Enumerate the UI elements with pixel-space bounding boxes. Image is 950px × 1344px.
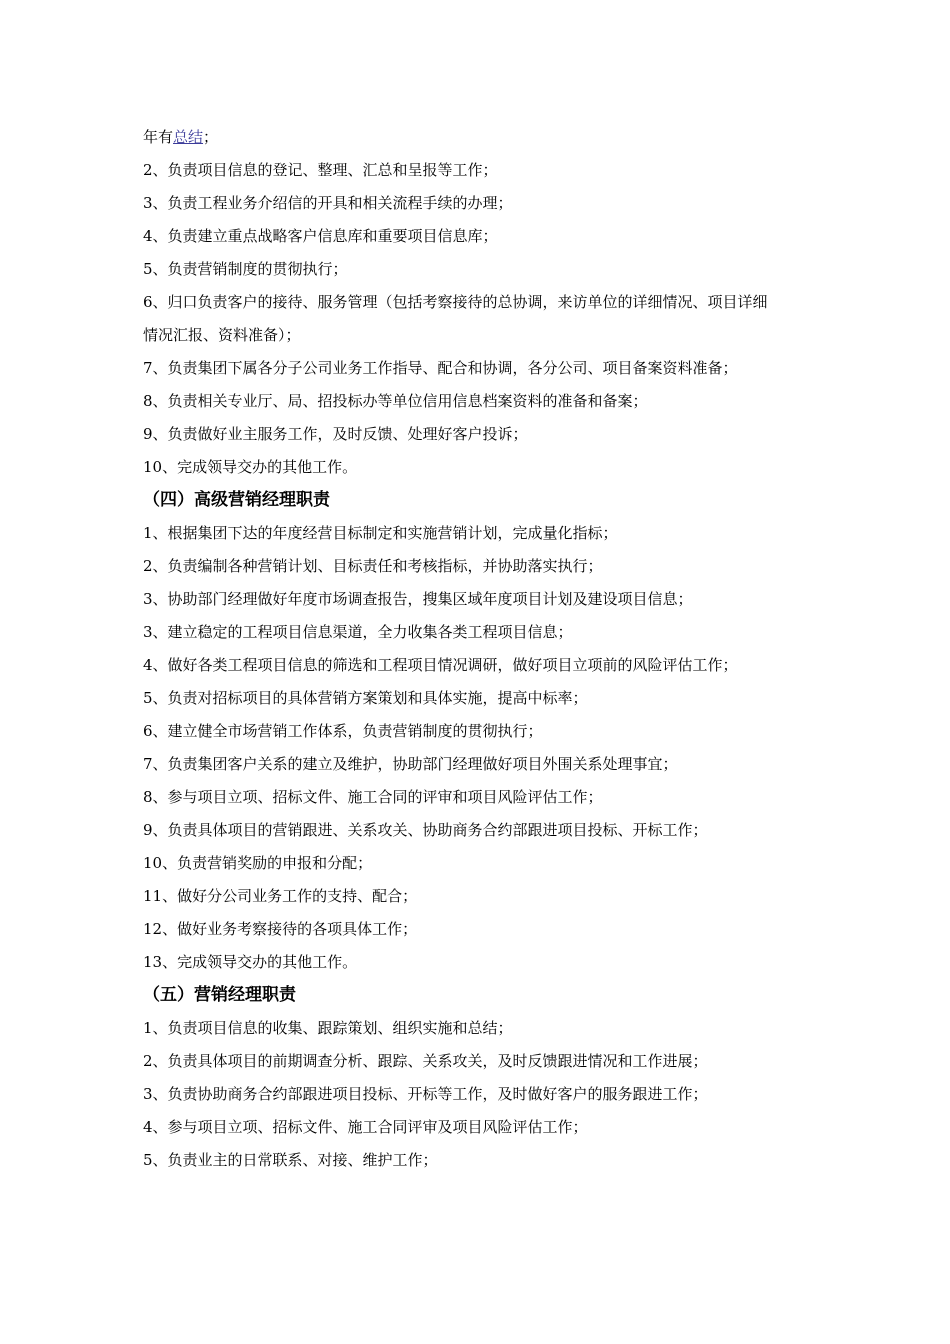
list-item: 2、负责编制各种营销计划、目标责任和考核指标，并协助落实执行；	[143, 557, 603, 575]
list-item: 4、做好各类工程项目信息的筛选和工程项目情况调研，做好项目立项前的风险评估工作；	[143, 656, 738, 674]
list-item: 8、参与项目立项、招标文件、施工合同的评审和项目风险评估工作；	[143, 788, 603, 806]
list-item: 6、建立健全市场营销工作体系，负责营销制度的贯彻执行；	[143, 722, 543, 740]
list-item: 9、负责做好业主服务工作，及时反馈、处理好客户投诉；	[143, 425, 528, 443]
list-item: 5、负责业主的日常联系、对接、维护工作；	[143, 1151, 438, 1169]
list-item: 5、负责营销制度的贯彻执行；	[143, 260, 348, 278]
list-item-continuation: 情况汇报、资料准备）；	[143, 326, 301, 344]
intro-line	[143, 121, 823, 154]
list-item: 12、做好业务考察接待的各项具体工作；	[143, 920, 418, 938]
list-item: 9、负责具体项目的营销跟进、关系攻关、协助商务合约部跟进项目投标、开标工作；	[143, 821, 708, 839]
list-item: 3、负责协助商务合约部跟进项目投标、开标等工作，及时做好客户的服务跟进工作；	[143, 1085, 708, 1103]
list-item: 10、负责营销奖励的申报和分配；	[143, 854, 373, 872]
list-item: 4、参与项目立项、招标文件、施工合同评审及项目风险评估工作；	[143, 1118, 588, 1136]
list-item: 3、协助部门经理做好年度市场调查报告，搜集区域年度项目计划及建设项目信息；	[143, 590, 693, 608]
list-item: 1、根据集团下达的年度经营目标制定和实施营销计划，完成量化指标；	[143, 524, 618, 542]
list-item: 3、负责工程业务介绍信的开具和相关流程手续的办理；	[143, 194, 513, 212]
list-item: 7、负责集团下属各分子公司业务工作指导、配合和协调，各分公司、项目备案资料准备；	[143, 359, 738, 377]
intro-prefix: 年有	[143, 128, 174, 146]
list-item: 2、负责具体项目的前期调查分析、跟踪、关系攻关，及时反馈跟进情况和工作进展；	[143, 1052, 708, 1070]
list-item: 1、负责项目信息的收集、跟踪策划、组织实施和总结；	[143, 1019, 513, 1037]
list-item: 13、完成领导交办的其他工作。	[143, 953, 358, 971]
list-item: 2、负责项目信息的登记、整理、汇总和呈报等工作；	[143, 161, 498, 179]
list-item: 7、负责集团客户关系的建立及维护，协助部门经理做好项目外围关系处理事宜；	[143, 755, 678, 773]
list-item: 3、建立稳定的工程项目信息渠道，全力收集各类工程项目信息；	[143, 623, 573, 641]
list-item: 5、负责对招标项目的具体营销方案策划和具体实施，提高中标率；	[143, 689, 588, 707]
section-heading-senior-marketing-manager: （四）高级营销经理职责	[143, 490, 330, 510]
intro-suffix: ；	[203, 128, 219, 146]
document-body	[143, 121, 823, 1177]
section-heading-marketing-manager: （五）营销经理职责	[143, 985, 296, 1005]
list-item: 11、做好分公司业务工作的支持、配合；	[143, 887, 418, 905]
list-item: 4、负责建立重点战略客户信息库和重要项目信息库；	[143, 227, 498, 245]
list-item: 10、完成领导交办的其他工作。	[143, 458, 358, 476]
list-item: 8、负责相关专业厅、局、招投标办等单位信用信息档案资料的准备和备案；	[143, 392, 648, 410]
summary-link[interactable]: 总结	[173, 128, 204, 146]
list-item: 6、归口负责客户的接待、服务管理（包括考察接待的总协调，来访单位的详细情况、项目详细	[143, 293, 768, 311]
